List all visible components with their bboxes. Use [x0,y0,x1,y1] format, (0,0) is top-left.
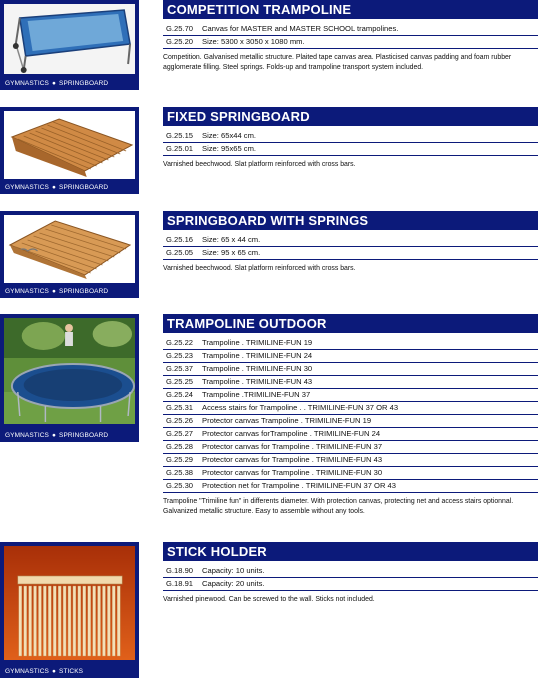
variant-row: G.25.22 Trampoline . TRIMILINE-FUN 19 [163,337,538,350]
thumbnail-caption: GYMNASTICS ● STICKS [5,668,84,675]
trampoline-photo [4,4,135,74]
thumbnail-caption: GYMNASTICS ● SPRINGBOARD [5,432,109,439]
variant-row: G.25.37 Trampoline . TRIMILINE-FUN 30 [163,363,538,376]
variant-row: G.25.23 Trampoline . TRIMILINE-FUN 24 [163,350,538,363]
product-thumbnail[interactable] [0,314,139,442]
stick-holder-photo [4,546,135,660]
product-thumbnail[interactable] [0,542,139,678]
variant-list [163,23,538,49]
thumbnail-caption: GYMNASTICS ● SPRINGBOARD [5,80,109,87]
product-title: SPRINGBOARD WITH SPRINGS [163,211,538,230]
variant-row: G.25.70 Canvas for MASTER and MASTER SCHOOL trampolines. [163,23,538,36]
variant-row: G.25.31 Access stairs for Trampoline . . TRIMILINE-FUN 37 OR 43 [163,402,538,415]
variant-row: G.25.27 Protector canvas forTrampoline . TRIMILINE-FUN 24 [163,428,538,441]
outdoor-trampoline-photo [4,318,135,424]
product-title: TRAMPOLINE OUTDOOR [163,314,538,333]
variant-list [163,130,538,156]
variant-list [163,234,538,260]
product-description: Varnished beechwood. Slat platform reinforced with cross bars. [163,265,356,272]
variant-list [163,337,538,493]
variant-row: G.18.90 Capacity: 10 units. [163,565,538,578]
springboard-photo [4,111,135,179]
variant-row: G.25.20 Size: 5300 x 3050 x 1080 mm. [163,36,538,49]
springboard-springs-photo [4,215,135,283]
product-title: COMPETITION TRAMPOLINE [163,0,538,19]
thumbnail-caption: GYMNASTICS ● SPRINGBOARD [5,184,109,191]
product-thumbnail[interactable] [0,211,139,298]
variant-row: G.25.24 Trampoline .TRIMILINE-FUN 37 [163,389,538,402]
product-title: FIXED SPRINGBOARD [163,107,538,126]
variant-row: G.18.91 Capacity: 20 units. [163,578,538,591]
product-title: STICK HOLDER [163,542,538,561]
variant-row: G.25.28 Protector canvas for Trampoline . TRIMILINE-FUN 37 [163,441,538,454]
variant-row: G.25.05 Size: 95 x 65 cm. [163,247,538,260]
variant-row: G.25.25 Trampoline . TRIMILINE-FUN 43 [163,376,538,389]
variant-row: G.25.30 Protection net for Trampoline . TRIMILINE-FUN 37 OR 43 [163,480,538,493]
variant-row: G.25.15 Size: 65x44 cm. [163,130,538,143]
product-description: Trampoline "Trimiline fun" in differents diameter. With protection canvas, protecting net and access stairs optionnal. Galvanized metallic structure. Easy to assemble without any tools. [163,498,514,515]
product-description: Competition. Galvanised metallic structure. Plaited tape canvas area. Plasticised canvas padding and foam rubber agglomerate filling. Steel springs. Folds-up and trampoline transport system included. [163,54,512,71]
variant-list [163,565,538,591]
variant-row: G.25.01 Size: 95x65 cm. [163,143,538,156]
product-description: Varnished beechwood. Slat platform reinforced with cross bars. [163,161,356,168]
product-thumbnail[interactable] [0,0,139,90]
variant-row: G.25.26 Protector canvas Trampoline . TRIMILINE-FUN 19 [163,415,538,428]
variant-row: G.25.29 Protector canvas for Trampoline . TRIMILINE-FUN 43 [163,454,538,467]
thumbnail-caption: GYMNASTICS ● SPRINGBOARD [5,288,109,295]
variant-row: G.25.16 Size: 65 x 44 cm. [163,234,538,247]
product-description: Varnished pinewood. Can be screwed to the wall. Sticks not included. [163,596,375,603]
product-thumbnail[interactable] [0,107,139,194]
variant-row: G.25.38 Protector canvas for Trampoline . TRIMILINE-FUN 30 [163,467,538,480]
